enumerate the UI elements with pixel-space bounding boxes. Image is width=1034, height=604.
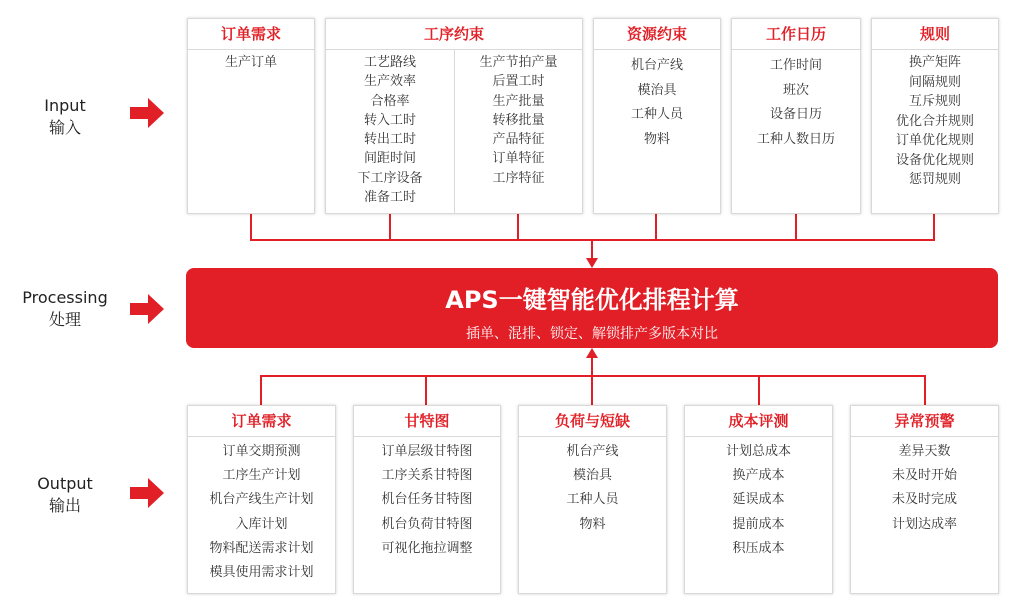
input-box-rules-title: 规则 [872, 19, 998, 50]
output-box-cost-title: 成本评测 [685, 406, 832, 437]
list-item: 计划总成本 [725, 444, 791, 459]
output-box-gantt [353, 405, 501, 594]
connector-line [425, 375, 427, 405]
input-box-rules-list [872, 50, 998, 190]
connector-line [591, 356, 593, 376]
output-box-gantt-title: 甘特图 [354, 406, 500, 437]
connector-line [795, 212, 797, 240]
list-item: 后置工时 [492, 74, 545, 90]
list-item: 设备日历 [769, 107, 822, 122]
processing-title: APS一键智能优化排程计算 [445, 286, 739, 314]
connector-line [260, 375, 262, 405]
list-item: 计划达成率 [891, 516, 957, 532]
processing-label-zh: 处理 [48, 310, 81, 329]
connector-line [924, 375, 926, 405]
input-label-en: Input [44, 96, 86, 115]
list-item: 机台负荷甘特图 [381, 516, 473, 532]
input-box-resource-title: 资源约束 [594, 19, 720, 50]
list-item: 工艺路线 [363, 55, 416, 70]
processing-label-en: Processing [22, 288, 108, 307]
list-item: 生产订单 [224, 55, 277, 70]
list-item: 生产批量 [492, 93, 545, 109]
output-label [20, 473, 110, 517]
list-item: 转入工时 [363, 112, 416, 128]
input-arrow-icon [130, 98, 164, 128]
output-label-zh: 输出 [48, 496, 81, 515]
list-item: 工种人员 [566, 492, 619, 508]
output-box-load-title: 负荷与短缺 [519, 406, 666, 437]
list-item: 工序特征 [492, 170, 545, 186]
list-item: 机台产线 [566, 444, 619, 459]
input-box-resource-list [594, 50, 720, 152]
input-box-process-title: 工序约束 [326, 19, 582, 50]
list-item: 订单层级甘特图 [381, 444, 473, 459]
input-label-zh: 输入 [48, 118, 81, 137]
list-item: 优化合并规则 [895, 113, 974, 129]
input-box-rules [871, 18, 999, 214]
list-item: 机台产线 [630, 58, 683, 73]
list-item: 间距时间 [363, 151, 416, 167]
list-item: 间隔规则 [908, 74, 961, 90]
output-box-cost [684, 405, 833, 594]
list-item: 机台产线生产计划 [209, 492, 314, 508]
list-item: 提前成本 [732, 516, 785, 532]
list-item: 未及时开始 [891, 468, 957, 484]
list-item: 物料 [579, 516, 606, 532]
list-item: 产品特征 [492, 132, 545, 148]
list-item: 订单特征 [492, 151, 545, 167]
input-box-process-left-list [326, 53, 454, 207]
list-item: 工序关系甘特图 [381, 468, 473, 484]
list-item: 生产效率 [363, 74, 416, 90]
list-item: 转出工时 [363, 132, 416, 148]
list-item: 生产节拍产量 [479, 55, 558, 70]
connector-line [389, 212, 391, 240]
input-box-process-right-list [455, 53, 582, 188]
input-box-order [187, 18, 315, 214]
list-item: 互斥规则 [908, 94, 961, 109]
output-box-order [187, 405, 336, 594]
processing-subtitle: 插单、混排、锁定、解锁排产多版本对比 [466, 326, 718, 342]
output-box-alert-title: 异常预警 [851, 406, 998, 437]
input-box-calendar [731, 18, 861, 214]
output-box-order-title: 订单需求 [188, 406, 335, 437]
list-item: 下工序设备 [357, 170, 423, 186]
list-item: 工作时间 [769, 58, 822, 73]
list-item: 班次 [782, 82, 809, 98]
input-box-resource [593, 18, 721, 214]
processing-block [186, 268, 998, 348]
output-box-load-list [519, 437, 666, 537]
list-item: 未及时完成 [891, 492, 957, 508]
output-arrow-icon [130, 478, 164, 508]
list-item: 积压成本 [732, 540, 785, 556]
output-label-en: Output [37, 474, 93, 493]
list-item: 工序生产计划 [222, 468, 301, 484]
list-item: 设备优化规则 [895, 152, 974, 168]
input-box-order-title: 订单需求 [188, 19, 314, 50]
list-item: 订单优化规则 [895, 133, 974, 148]
connector-line [758, 375, 760, 405]
list-item: 可视化拖拉调整 [381, 540, 473, 556]
list-item: 模具使用需求计划 [209, 565, 314, 581]
connector-line [933, 212, 935, 240]
connector-line [517, 212, 519, 240]
list-item: 入库计划 [235, 516, 288, 532]
list-item: 准备工时 [363, 190, 416, 206]
list-item: 模治具 [572, 468, 612, 484]
processing-label [20, 287, 110, 331]
list-item: 工种人员 [630, 107, 683, 122]
list-item: 物料配送需求计划 [209, 540, 314, 556]
processing-arrow-icon [130, 294, 164, 324]
list-item: 机台任务甘特图 [381, 492, 473, 508]
list-item: 工种人数日历 [756, 131, 835, 147]
list-item: 换产成本 [732, 468, 785, 484]
connector-bus [260, 375, 926, 377]
list-item: 惩罚规则 [908, 172, 961, 187]
input-box-calendar-list [732, 50, 860, 152]
list-item: 换产矩阵 [908, 55, 961, 70]
list-item: 差异天数 [898, 444, 951, 459]
list-item: 转移批量 [492, 112, 545, 128]
list-item: 物料 [643, 131, 670, 147]
down-arrow-icon [586, 258, 598, 268]
list-item: 延误成本 [732, 492, 785, 508]
output-box-order-list [188, 437, 335, 585]
connector-line [655, 212, 657, 240]
input-box-order-list [188, 50, 314, 73]
input-label [20, 95, 110, 139]
list-item: 模治具 [637, 82, 677, 98]
output-box-alert-list [851, 437, 998, 537]
output-box-alert [850, 405, 999, 594]
connector-line [591, 375, 593, 405]
output-box-cost-list [685, 437, 832, 561]
list-item: 订单交期预测 [222, 444, 301, 459]
output-box-load [518, 405, 667, 594]
list-item: 合格率 [370, 93, 410, 109]
input-box-calendar-title: 工作日历 [732, 19, 860, 50]
connector-line [250, 212, 252, 240]
output-box-gantt-list [354, 437, 500, 561]
input-box-process [325, 18, 583, 214]
